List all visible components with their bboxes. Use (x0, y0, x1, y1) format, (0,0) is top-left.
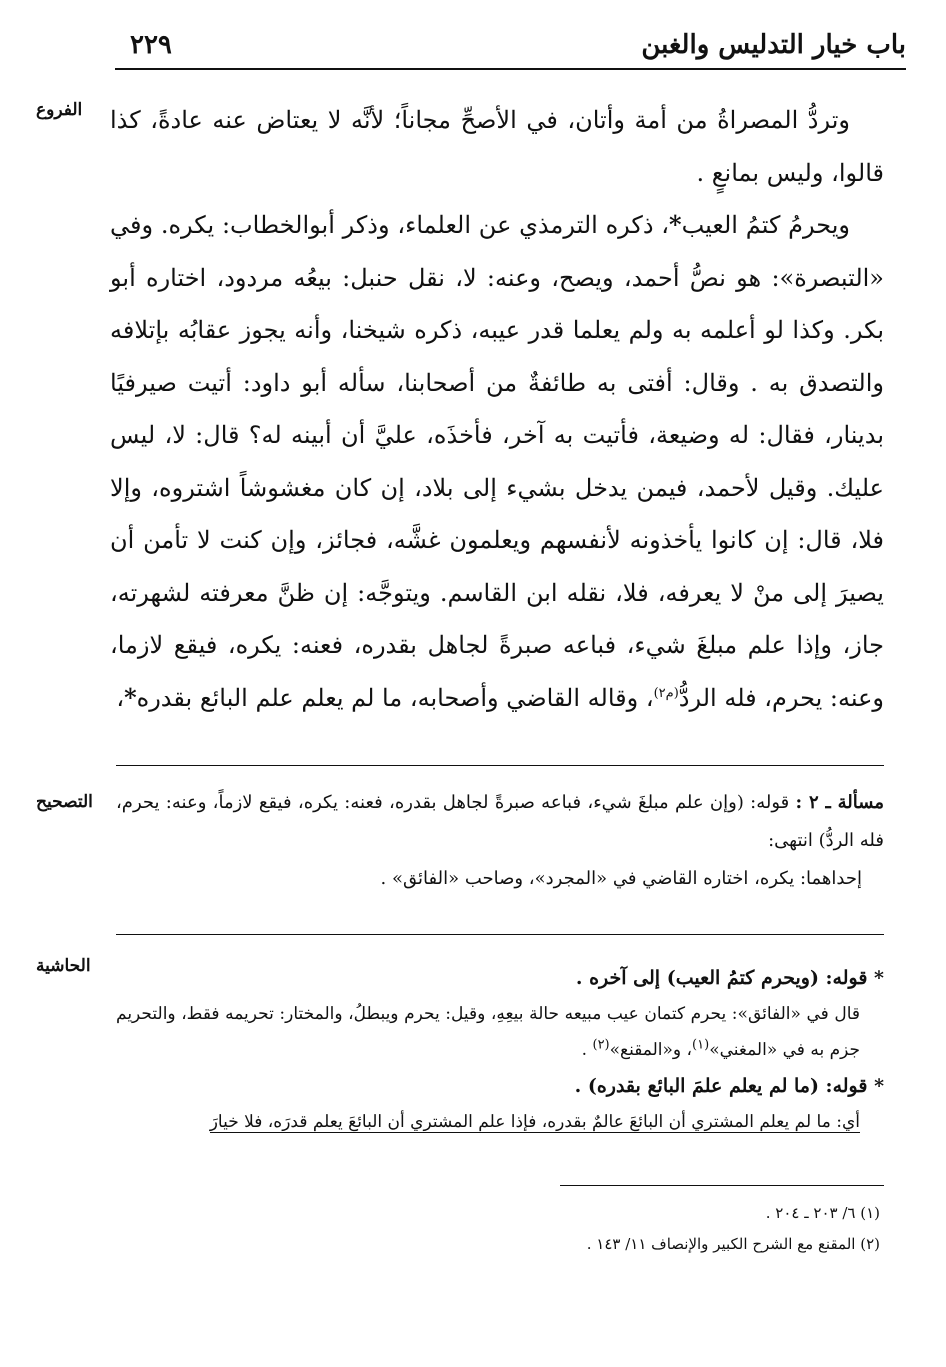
hashiya-comment-1 (116, 996, 884, 1068)
side-label-furu: الفروع (36, 100, 83, 120)
page-number: ٢٢٩ (130, 30, 172, 60)
footnote-1: (١) ٦/ ٢٠٣ ـ ٢٠٤ . (765, 1204, 880, 1222)
footnote-2: (٢) المقنع مع الشرح الكبير والإنصاف ١١/ ١٤٣ . (586, 1235, 880, 1253)
star-marker: * (669, 210, 682, 239)
paragraph-2-tail: ، (116, 683, 125, 712)
section-rule-main (116, 765, 884, 766)
tasheeh-line-1-text: قوله: (وإن علم مبلغَ شيء، فباعه صبرةً لجاهل بقدره، فعنه: يكره، فيقع لازماً، وعنه: يحرم، فله الردُّ) انتهى: (116, 792, 884, 851)
footnote-ref-2: (٢) (592, 1037, 610, 1053)
star-marker-2: * (124, 682, 137, 712)
hashiya-comment-1-end: . (581, 1040, 593, 1060)
side-label-hashiya: الحاشية (36, 956, 91, 976)
footnote-ref-1: (١) (692, 1037, 710, 1053)
main-text (110, 94, 884, 724)
hashiya-comment-1-mid: ، و«المقنع» (609, 1040, 693, 1060)
hashiya-quote-2: * قوله: (ما لم يعلم علمَ البائع بقدره) . (574, 1075, 884, 1097)
hashiya-comment-1-text: قال في «الفائق»: يحرم كتمان عيب مبيعه حالة بيعِهِ، وقيل: يحرم ويبطلُ، والمختار: تحريمه فقط، والتحريم جزم به في «المغني» (116, 1004, 860, 1060)
paragraph-1: وتردُّ المصراةُ من أمة وأتان، في الأصحِّ مجاناً؛ لأنَّه لا يعتاض عنه عادةً، كذا قالوا، وليس بمانعٍ . (110, 106, 884, 187)
paragraph-2-body: ، ذكره الترمذي عن العلماء، وذكر أبوالخطاب: يكره. وفي «التبصرة»: هو نصُّ أحمد، ويصح، وعنه: لا، نقل حنبل: بيعُه مردود، اختاره أبو بكر. وكذا لو أعلمه به ولم يعلما قدر عيبه، ذكره شيخنا، وأنه يجوز عقابُه بإتلافه والتصدق به . وقال: أفتى به طائفةٌ من أصحابنا، سأله أبو داود: أتيت صيرفيًا بدينار، فقال: له وضيعة، فأتيت به آخر، فأخذَه، عليَّ أن أبينه له؟ قال: لا، ليس عليك. وقيل لأحمد، فيمن يدخل بشيء إلى بلاد، إن كان مغشوشاً اشتروه، وإلا فلا، قال: إن كانوا يأخذونه لأنفسهم ويعلمون غشَّه، فجائز، وإن كنت لا تأمن أن يصيرَ إلى منْ لا يعرفه، فلا، نقله ابن القاسم. ويتوجَّه: إن ظنَّ معرفته لشهرته، جاز، وإذا علم مبلغَ شيء، فباعه صبرةً لجاهل بقدره، فعنه: يكره، فيقع لازما، وعنه: يحرم، فله الردُّ (110, 211, 884, 712)
paragraph-2-start: ويحرمُ كتمُ العيب (681, 211, 850, 239)
running-head: باب خيار التدليس والغبن (641, 30, 906, 60)
section-rule-tasheeh (116, 934, 884, 935)
tasheeh-section (116, 784, 884, 898)
hashiya-quote-1: * قوله: (ويحرم كتمُ العيب) إلى آخره . (575, 967, 884, 989)
header-rule (115, 68, 906, 70)
tasheeh-ref: (م٢) (653, 685, 679, 701)
footnotes (116, 1198, 880, 1260)
hashiya-section (116, 960, 884, 1140)
footnote-rule (560, 1185, 884, 1186)
side-label-tasheeh: التصحيح (36, 792, 93, 812)
hashiya-comment-2 (116, 1104, 884, 1140)
hashiya-comment-2-text: أي: ما لم يعلم المشتري أن البائعَ عالمٌ بقدره، فإذا علم المشتري أن البائعَ يعلم قدرَه، فلا خيارَ (209, 1112, 860, 1132)
paragraph-2-end: ، وقاله القاضي وأصحابه، ما لم يعلم علم البائع بقدره (136, 683, 654, 712)
tasheeh-line-2: إحداهما: يكره، اختاره القاضي في «المجرد»، وصاحب «الفائق» . (380, 868, 862, 889)
paragraph-2 (110, 199, 884, 724)
tasheeh-issue-label: مسألة ـ ٢ : (795, 792, 884, 813)
tasheeh-line-1 (116, 784, 884, 860)
